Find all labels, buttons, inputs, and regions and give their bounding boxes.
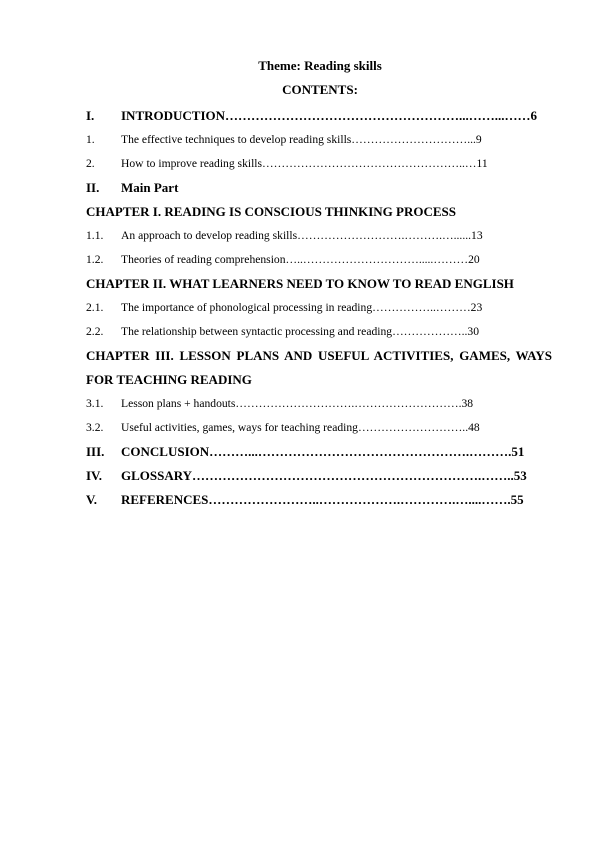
toc-chapter-2: CHAPTER II. WHAT LEARNERS NEED TO KNOW TO READ ENGLISH	[86, 276, 514, 291]
toc-text: The effective techniques to develop reading skills…………………………...9	[121, 133, 482, 146]
toc-number: 3.2.	[86, 421, 104, 434]
toc-chapter-3: CHAPTER III. LESSON PLANS AND USEFUL ACTIVITIES, GAMES, WAYS FOR TEACHING READING	[86, 348, 552, 387]
toc-number: IV.	[86, 468, 103, 483]
toc-entry-references	[86, 488, 552, 512]
toc-text: GLOSSARY………………………………………………………….……..53	[121, 468, 527, 483]
toc-entry-1-2	[86, 248, 552, 272]
toc-entry-conclusion	[86, 440, 552, 464]
toc-number: V.	[86, 492, 97, 507]
toc-text: Main Part	[121, 180, 179, 195]
toc-number: II.	[86, 180, 100, 195]
toc-entry-main-part	[86, 176, 552, 200]
toc-number: 2.	[86, 157, 95, 170]
toc-text: The importance of phonological processing in reading……………..………23	[121, 301, 483, 314]
toc-entry-2-2	[86, 320, 552, 344]
toc-text: Lesson plans + handouts………………………….……………………….38	[121, 397, 474, 410]
toc-entry-introduction	[86, 104, 552, 128]
toc-entry-1	[86, 128, 552, 152]
toc-entry-3-2	[86, 416, 552, 440]
toc-number: I.	[86, 108, 95, 123]
toc-text: INTRODUCTION………………………………………………...……...……6	[121, 108, 538, 123]
toc-text: An approach to develop reading skills……………………….……….…......13	[121, 229, 483, 242]
toc-entry-1-1	[86, 224, 552, 248]
theme-title: Theme: Reading skills	[258, 58, 382, 73]
toc-entry-2-1	[86, 296, 552, 320]
toc-entry-3-1	[86, 392, 552, 416]
toc-number: 1.	[86, 133, 95, 146]
toc-chapter-1: CHAPTER I. READING IS CONSCIOUS THINKING PROCESS	[86, 204, 456, 219]
contents-heading: CONTENTS:	[282, 82, 358, 97]
toc-number: III.	[86, 444, 105, 459]
toc-text: REFERENCES……………………..……………….………….…....…….55	[121, 492, 524, 507]
toc-number: 3.1.	[86, 397, 104, 410]
toc-text: How to improve reading skills……………………………………………..…11	[121, 157, 488, 170]
toc-entry-glossary	[86, 464, 552, 488]
toc-number: 2.2.	[86, 325, 104, 338]
toc-text: CONCLUSION………...………………………………………….……….51	[121, 444, 525, 459]
toc-entry-2	[86, 152, 552, 176]
table-of-contents	[86, 104, 552, 512]
toc-number: 2.1.	[86, 301, 104, 314]
toc-text: Useful activities, games, ways for teaching reading………………………..48	[121, 421, 480, 434]
toc-number: 1.2.	[86, 253, 104, 266]
toc-text: Theories of reading comprehension…..………………………….....………20	[121, 253, 480, 266]
toc-number: 1.1.	[86, 229, 104, 242]
toc-text: The relationship between syntactic processing and reading………………..30	[121, 325, 480, 338]
